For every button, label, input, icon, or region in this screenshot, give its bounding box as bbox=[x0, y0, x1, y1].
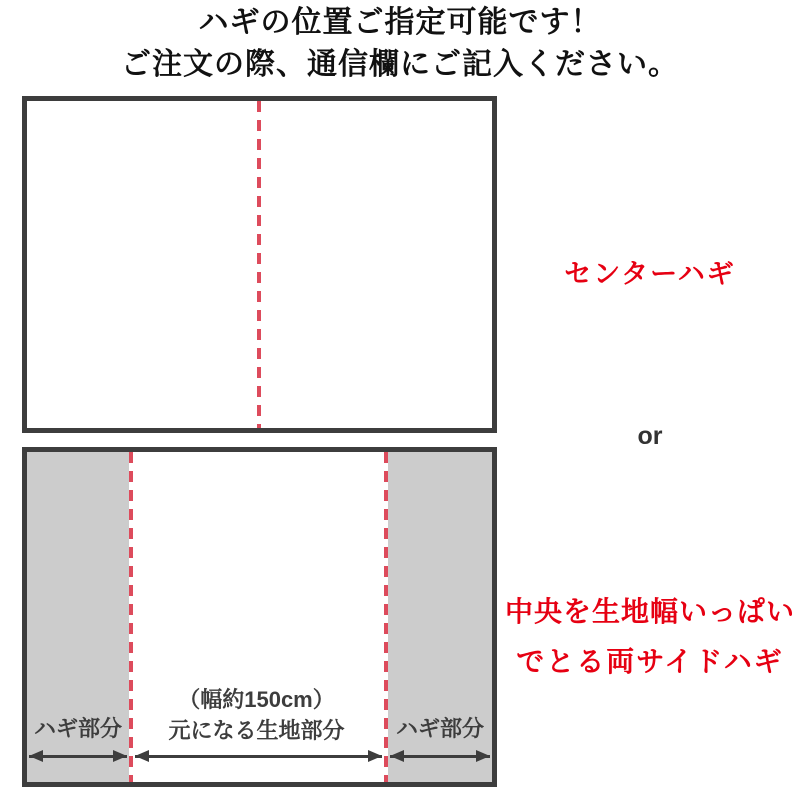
fabric-base-label: 元になる生地部分 bbox=[168, 718, 345, 743]
right-seam-panel-label: ハギ部分 bbox=[395, 716, 484, 741]
both-side-seam-label-line2: でとる両サイドハギ bbox=[516, 646, 784, 677]
center-seam-dashed-line bbox=[257, 101, 261, 428]
center-seam-label: センターハギ bbox=[564, 259, 736, 289]
or-divider: or bbox=[637, 422, 663, 450]
left-width-arrow bbox=[29, 755, 127, 758]
left-seam-panel-label: ハギ部分 bbox=[33, 716, 122, 741]
fabric-width-label: （幅約150cm） bbox=[178, 687, 335, 712]
center-seam-diagram bbox=[22, 96, 497, 433]
page-title-line1: ハギの位置ご指定可能です！ bbox=[198, 6, 602, 39]
center-width-arrow bbox=[135, 755, 382, 758]
both-side-seam-label-line1: 中央を生地幅いっぱい bbox=[504, 596, 795, 627]
right-width-arrow bbox=[390, 755, 490, 758]
page-title-line2: ご注文の際、通信欄にご記入ください。 bbox=[121, 48, 679, 81]
both-side-seam-diagram bbox=[22, 447, 497, 787]
